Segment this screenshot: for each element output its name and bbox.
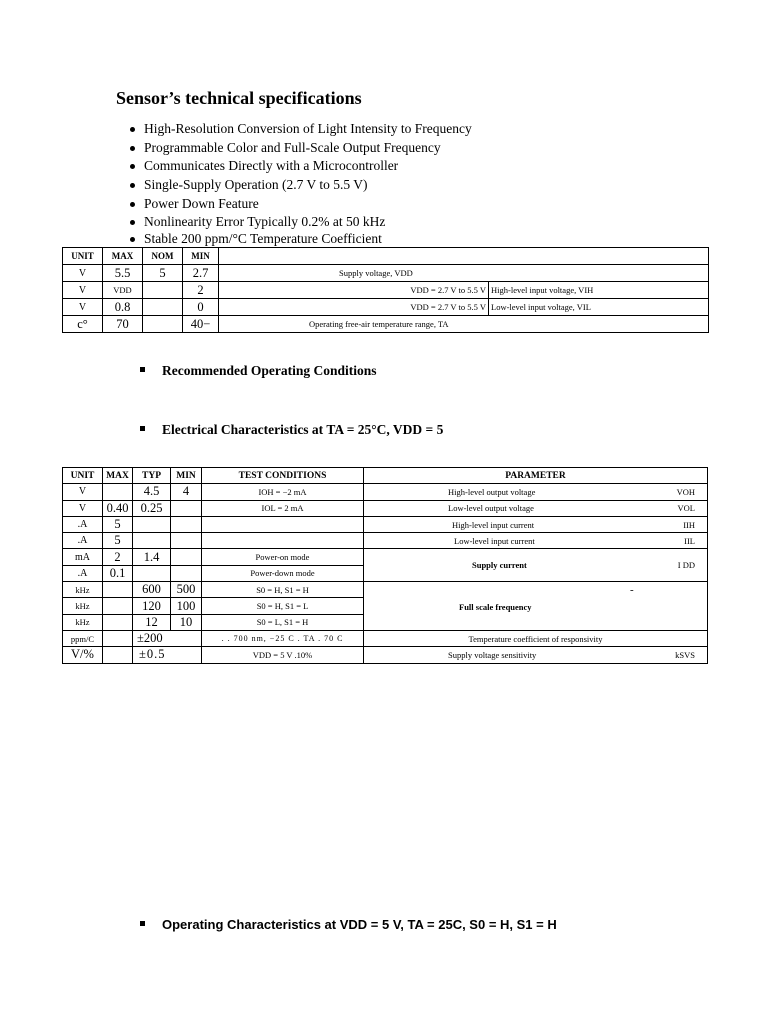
- list-item: Stable 200 ppm/°C Temperature Coefficient: [130, 232, 472, 246]
- bullet-icon: [130, 164, 135, 169]
- table-row: mA 2 1.4 Power-on mode Supply current I DD: [63, 549, 708, 565]
- table-row: V 4.5 4 IOH = −2 mA High-level output voltage VOH: [63, 484, 708, 500]
- feature-list: [130, 120, 472, 246]
- section-heading-recommended: Recommended Operating Conditions: [140, 363, 377, 379]
- table-row: V 0.8 0 VDD = 2.7 V to 5.5 V Low-level input voltage, VIL: [63, 299, 709, 316]
- table-row: V 5.5 5 2.7 Supply voltage, VDD: [63, 265, 709, 282]
- table-row: V VDD 2 VDD = 2.7 V to 5.5 V High-level input voltage, VIH: [63, 282, 709, 299]
- section-heading-operating: Operating Characteristics at VDD = 5 V, TA = 25C, S0 = H, S1 = H: [140, 917, 557, 932]
- bullet-icon: [130, 237, 135, 242]
- list-item: Communicates Directly with a Microcontroller: [130, 157, 472, 176]
- square-bullet-icon: [140, 367, 145, 372]
- table-row: V/% ±0.5 VDD = 5 V .10% Supply voltage sensitivity kSVS: [63, 647, 708, 663]
- bullet-icon: [130, 146, 135, 151]
- bullet-icon: [130, 183, 135, 188]
- table-row: kHz 600 500 S0 = H, S1 = H Full scale frequency -: [63, 582, 708, 598]
- electrical-characteristics-table: [62, 467, 708, 664]
- list-item: Single-Supply Operation (2.7 V to 5.5 V): [130, 176, 472, 195]
- section-heading-electrical: Electrical Characteristics at TA = 25°C, VDD = 5: [140, 422, 443, 438]
- list-item: Power Down Feature: [130, 195, 472, 214]
- bullet-icon: [130, 220, 135, 225]
- bullet-icon: [130, 202, 135, 207]
- table-header-row: UNIT MAX TYP MIN TEST CONDITIONS PARAMETER: [63, 468, 708, 484]
- square-bullet-icon: [140, 921, 145, 926]
- table-row: kHz 12 10 S0 = L, S1 = H: [63, 614, 708, 630]
- page-title: Sensor’s technical specifications: [116, 88, 362, 108]
- table-header-row: UNIT MAX NOM MIN: [63, 248, 709, 265]
- table-row: .A 5 High-level input current IIH: [63, 516, 708, 532]
- table-row: kHz 120 100 S0 = H, S1 = L: [63, 598, 708, 614]
- table-row: V 0.40 0.25 IOL = 2 mA Low-level output voltage VOL: [63, 500, 708, 516]
- recommended-conditions-table: [62, 247, 709, 333]
- table-row: .A 5 Low-level input current IIL: [63, 533, 708, 549]
- list-item: High-Resolution Conversion of Light Intensity to Frequency: [130, 120, 472, 139]
- bullet-icon: [130, 127, 135, 132]
- table-row: c° 70 40− Operating free-air temperature range, TA: [63, 316, 709, 333]
- list-item: Programmable Color and Full-Scale Output Frequency: [130, 139, 472, 158]
- table-row: .A 0.1 Power-down mode: [63, 565, 708, 581]
- square-bullet-icon: [140, 426, 145, 431]
- table-row: ppm/C ±200 . . 700 nm, −25 C . TA . 70 C Temperature coefficient of responsivity: [63, 630, 708, 646]
- list-item: Nonlinearity Error Typically 0.2% at 50 kHz: [130, 213, 472, 232]
